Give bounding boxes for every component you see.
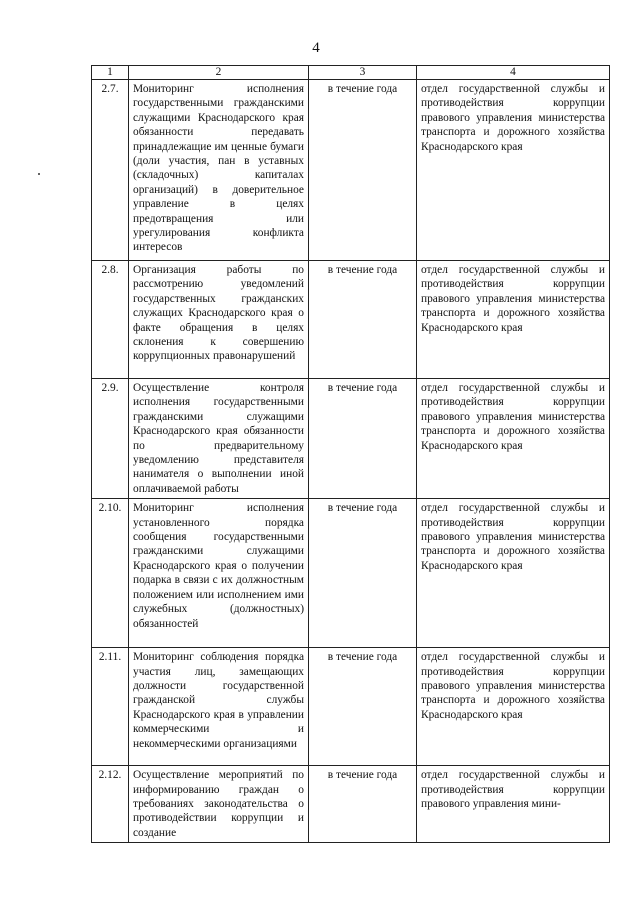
table-row bbox=[92, 648, 610, 766]
table-row bbox=[92, 379, 610, 499]
measure-text: Организация работы по рассмотрению уведомлений государственных гражданских служащих Краснодарского края о факте обращения в целях склонения к совершению коррупционных правонарушений bbox=[129, 261, 309, 379]
measure-text: Мониторинг исполнения государственными гражданскими служащими Краснодарского края обязанности передавать принадлежащие им ценные бумаги (доли участия, пан в уставных (складочных) капиталах организаций) в доверительное управление в целях предотвращения или урегулирования конфликта интересов bbox=[129, 80, 309, 261]
table-header-row bbox=[92, 66, 610, 80]
term-cell: в течение года bbox=[309, 379, 417, 499]
page-number: 4 bbox=[312, 40, 320, 56]
measure-text: Мониторинг соблюдения порядка участия лиц, замещающих должности государственной гражданской службы Краснодарского края в управлении коммерческими и некоммерческими организациями bbox=[129, 648, 309, 766]
table-row bbox=[92, 499, 610, 648]
column-number-header-1: 1 bbox=[92, 66, 129, 80]
item-number: 2.7. bbox=[92, 80, 129, 261]
term-cell: в течение года bbox=[309, 766, 417, 843]
responsible-cell: отдел государственной службы и противодействия коррупции правового управления министерства транспорта и дорожного хозяйства Краснодарского края bbox=[417, 261, 610, 379]
item-number: 2.8. bbox=[92, 261, 129, 379]
scan-speck bbox=[38, 173, 40, 175]
item-number: 2.10. bbox=[92, 499, 129, 648]
responsible-cell: отдел государственной службы и противодействия коррупции правового управления мини- bbox=[417, 766, 610, 843]
measure-text: Мониторинг исполнения установленного порядка сообщения государственными гражданскими служащими Краснодарского края о получении подарка в связи с их должностным положением или исполнением ими служебных (должностных) обязанностей bbox=[129, 499, 309, 648]
responsible-cell: отдел государственной службы и противодействия коррупции правового управления министерства транспорта и дорожного хозяйства Краснодарского края bbox=[417, 648, 610, 766]
measures-table bbox=[91, 65, 610, 843]
table-row bbox=[92, 261, 610, 379]
column-number-header-4: 4 bbox=[417, 66, 610, 80]
item-number: 2.12. bbox=[92, 766, 129, 843]
term-cell: в течение года bbox=[309, 499, 417, 648]
column-number-header-2: 2 bbox=[129, 66, 309, 80]
measure-text: Осуществление мероприятий по информированию граждан о требованиях законодательства о противодействии коррупции и создание bbox=[129, 766, 309, 843]
table-row bbox=[92, 80, 610, 261]
term-cell: в течение года bbox=[309, 261, 417, 379]
responsible-cell: отдел государственной службы и противодействия коррупции правового управления министерства транспорта и дорожного хозяйства Краснодарского края bbox=[417, 379, 610, 499]
item-number: 2.9. bbox=[92, 379, 129, 499]
column-number-header-3: 3 bbox=[309, 66, 417, 80]
table-row bbox=[92, 766, 610, 843]
responsible-cell: отдел государственной службы и противодействия коррупции правового управления министерства транспорта и дорожного хозяйства Краснодарского края bbox=[417, 499, 610, 648]
measure-text: Осуществление контроля исполнения государственными гражданскими служащими Краснодарского края обязанности по предварительному уведомлению представителя нанимателя о выполнении иной оплачиваемой работы bbox=[129, 379, 309, 499]
term-cell: в течение года bbox=[309, 80, 417, 261]
responsible-cell: отдел государственной службы и противодействия коррупции правового управления министерства транспорта и дорожного хозяйства Краснодарского края bbox=[417, 80, 610, 261]
term-cell: в течение года bbox=[309, 648, 417, 766]
item-number: 2.11. bbox=[92, 648, 129, 766]
